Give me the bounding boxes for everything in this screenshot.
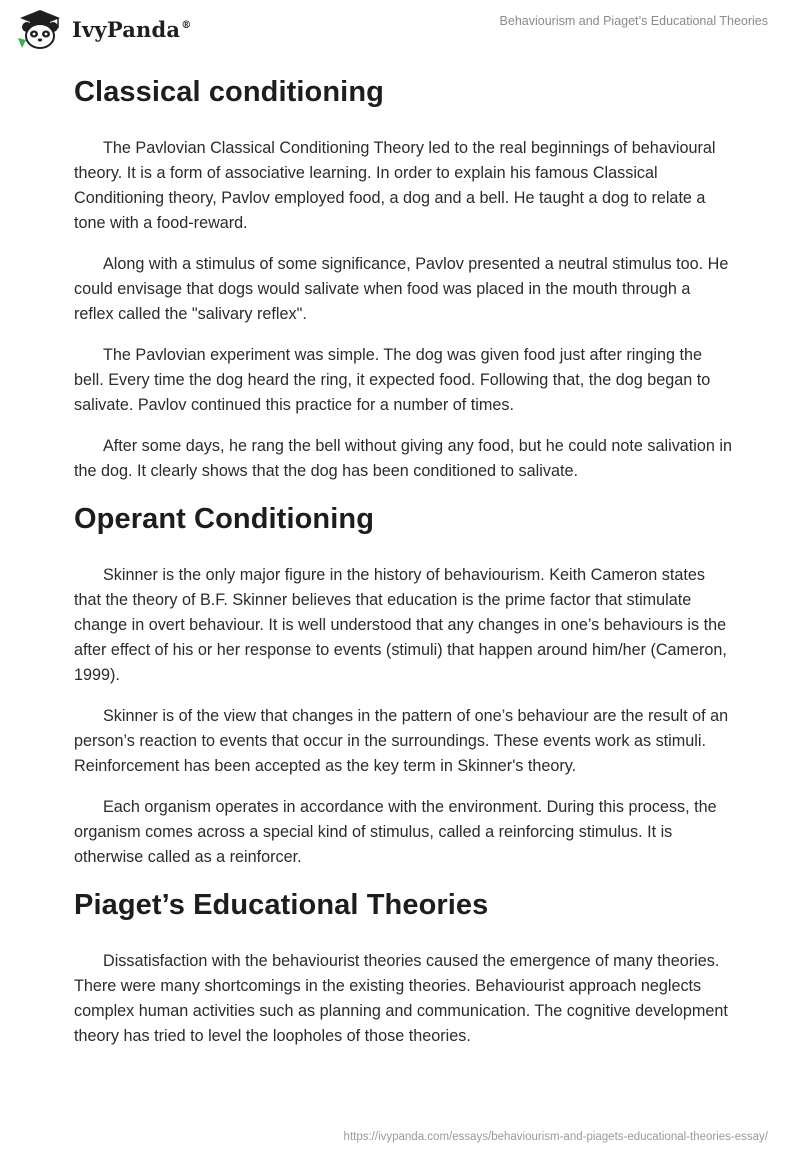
panda-graduate-icon <box>14 8 66 50</box>
paragraph: Skinner is of the view that changes in the pattern of one’s behaviour are the result of an person’s reaction to events that occur in the surroundings. These events work as stimuli. Reinforcement has been accepted as the key term in Skinner's theory. <box>74 707 729 775</box>
essay-content <box>74 70 734 1049</box>
page-header <box>0 0 800 60</box>
paragraph: Along with a stimulus of some significance, Pavlov presented a neutral stimulus too. He could envisage that dogs would salivate when food was placed in the mouth through a reflex called the "salivary reflex". <box>74 255 729 323</box>
section-heading-operant-conditioning: Operant Conditioning <box>74 503 375 535</box>
paragraph: Dissatisfaction with the behaviourist theories caused the emergence of many theories. There were many shortcomings in the existing theories. Behaviourist approach neglects complex human activities such as planning and communication. The cognitive development theory has tried to level the loopholes of those theories. <box>74 952 728 1045</box>
logo-text: IvyPanda® <box>72 16 192 42</box>
section-heading-piaget-theories: Piaget’s Educational Theories <box>74 889 489 921</box>
paragraph: Skinner is the only major figure in the history of behaviourism. Keith Cameron states that the theory of B.F. Skinner believes that education is the prime factor that stimulate change in overt behaviour. It is well understood that any changes in one’s behaviours is the after effect of his or her response to events (stimuli) that happen around him/her (Cameron, 1999). <box>74 566 727 684</box>
source-url-link[interactable]: https://ivypanda.com/essays/behaviourism-and-piagets-educational-theories-essay/ <box>343 1131 768 1143</box>
paragraph: After some days, he rang the bell without giving any food, but he could note salivation in the dog. It clearly shows that the dog has been conditioned to salivate. <box>74 437 733 480</box>
paragraph: The Pavlovian Classical Conditioning Theory led to the real beginnings of behavioural theory. It is a form of associative learning. In order to explain his famous Classical Conditioning theory, Pavlov employed food, a dog and a bell. He taught a dog to relate a tone with a food-reward. <box>74 139 716 232</box>
section-heading-classical-conditioning: Classical conditioning <box>74 76 384 108</box>
document-title: Behaviourism and Piaget’s Educational Theories <box>499 14 768 28</box>
registered-mark: ® <box>181 19 192 31</box>
paragraph: Each organism operates in accordance with the environment. During this process, the organism comes across a special kind of stimulus, called a reinforcing stimulus. It is otherwise called as a reinforcer. <box>74 798 717 866</box>
ivypanda-logo[interactable] <box>14 8 191 50</box>
paragraph: The Pavlovian experiment was simple. The dog was given food just after ringing the bell. Every time the dog heard the ring, it expected food. Following that, the dog began to salivate. Pavlov continued this practice for a number of times. <box>74 346 711 414</box>
